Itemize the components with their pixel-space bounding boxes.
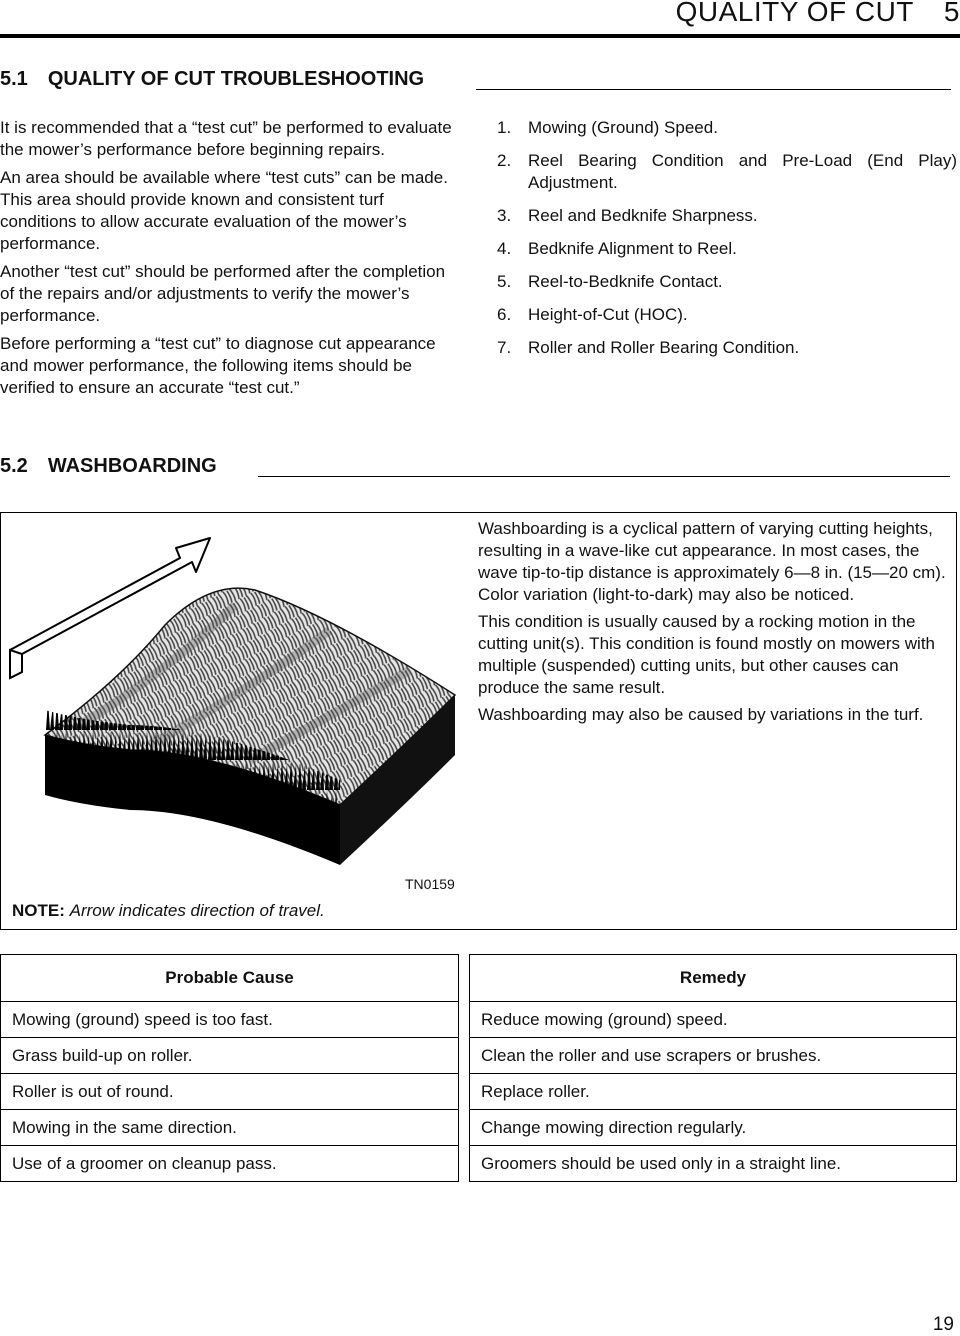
paragraph: This condition is usually caused by a rocking motion in the cutting unit(s). This condition is found mostly on mowers with multiple (suspended) cutting units, but other causes can produce the same result. bbox=[478, 612, 935, 697]
list-item bbox=[497, 304, 957, 326]
paragraph: Washboarding is a cyclical pattern of varying cutting heights, resulting in a wave-like cut appearance. In most cases, the wave tip-to-tip distance is approximately 6—8 in. (15—20 cm). Color variation (light-to-dark) may also be noticed. bbox=[478, 519, 946, 604]
list-number: 5. bbox=[497, 272, 512, 291]
section-5-1-text bbox=[0, 117, 462, 405]
list-item bbox=[497, 150, 957, 194]
table-header-row bbox=[1, 955, 957, 1002]
list-text: Bedknife Alignment to Reel. bbox=[528, 239, 737, 258]
list-number: 1. bbox=[497, 118, 512, 137]
cause-cell: Grass build-up on roller. bbox=[1, 1038, 459, 1074]
list-text: Height-of-Cut (HOC). bbox=[528, 305, 688, 324]
paragraph: Before performing a “test cut” to diagnose cut appearance and mower performance, the following items should be verified to ensure an accurate “test cut.” bbox=[0, 334, 436, 397]
list-number: 4. bbox=[497, 239, 512, 258]
column-gap bbox=[459, 1038, 470, 1074]
header-title-block bbox=[676, 0, 960, 28]
verification-list bbox=[497, 117, 957, 370]
table-row bbox=[1, 1110, 957, 1146]
list-item bbox=[497, 205, 957, 227]
remedy-cell: Groomers should be used only in a straight line. bbox=[470, 1146, 957, 1182]
page-number: 19 bbox=[932, 1314, 954, 1335]
washboarding-description bbox=[478, 518, 948, 731]
cause-cell: Mowing (ground) speed is too fast. bbox=[1, 1002, 459, 1038]
table-row bbox=[1, 1002, 957, 1038]
list-item bbox=[497, 238, 957, 260]
paragraph: An area should be available where “test cuts” can be made. This area should provide known and consistent turf conditions to allow accurate evaluation of the mower’s performance. bbox=[0, 168, 448, 253]
section-title: QUALITY OF CUT TROUBLESHOOTING bbox=[47, 68, 425, 90]
column-gap bbox=[459, 1074, 470, 1110]
list-item bbox=[497, 271, 957, 293]
list-text: Reel and Bedknife Sharpness. bbox=[528, 206, 758, 225]
washboarding-illustration bbox=[0, 520, 470, 900]
table-row bbox=[1, 1146, 957, 1182]
section-number: 5.1 bbox=[0, 68, 28, 90]
column-header-cause: Probable Cause bbox=[1, 955, 459, 1002]
direction-arrow-side bbox=[10, 650, 22, 678]
remedy-cell: Change mowing direction regularly. bbox=[470, 1110, 957, 1146]
list-text: Roller and Roller Bearing Condition. bbox=[528, 338, 800, 357]
list-number: 7. bbox=[497, 338, 512, 357]
troubleshooting-table bbox=[0, 954, 957, 1182]
column-gap bbox=[459, 955, 470, 1002]
section-title: WASHBOARDING bbox=[47, 455, 217, 477]
list-item bbox=[497, 337, 957, 359]
figure-note bbox=[12, 901, 325, 921]
list-number: 3. bbox=[497, 206, 512, 225]
section-rule bbox=[476, 89, 951, 90]
section-5-1-heading bbox=[0, 68, 424, 91]
header-title: QUALITY OF CUT bbox=[675, 0, 914, 27]
remedy-cell: Reduce mowing (ground) speed. bbox=[470, 1002, 957, 1038]
list-item bbox=[497, 117, 957, 139]
paragraph: It is recommended that a “test cut” be performed to evaluate the mower’s performance before beginning repairs. bbox=[0, 118, 452, 159]
list-text: Reel-to-Bedknife Contact. bbox=[528, 272, 723, 291]
note-label: NOTE: bbox=[12, 901, 65, 920]
note-text: Arrow indicates direction of travel. bbox=[69, 901, 325, 920]
column-gap bbox=[459, 1146, 470, 1182]
section-rule bbox=[258, 476, 950, 477]
column-gap bbox=[459, 1002, 470, 1038]
table-row bbox=[1, 1038, 957, 1074]
list-number: 2. bbox=[497, 151, 512, 170]
remedy-cell: Clean the roller and use scrapers or brushes. bbox=[470, 1038, 957, 1074]
column-gap bbox=[459, 1110, 470, 1146]
paragraph: Washboarding may also be caused by variations in the turf. bbox=[478, 705, 924, 724]
table-row bbox=[1, 1074, 957, 1110]
list-text: Reel Bearing Condition and Pre-Load (End Play) Adjustment. bbox=[528, 151, 957, 192]
cause-cell: Roller is out of round. bbox=[1, 1074, 459, 1110]
cause-cell: Use of a groomer on cleanup pass. bbox=[1, 1146, 459, 1182]
list-number: 6. bbox=[497, 305, 512, 324]
remedy-cell: Replace roller. bbox=[470, 1074, 957, 1110]
figure-id: TN0159 bbox=[405, 876, 455, 892]
column-header-remedy: Remedy bbox=[470, 955, 957, 1002]
list-text: Mowing (Ground) Speed. bbox=[528, 118, 718, 137]
paragraph: Another “test cut” should be performed after the completion of the repairs and/or adjustments to verify the mower’s performance. bbox=[0, 262, 446, 325]
section-5-2-heading bbox=[0, 455, 217, 478]
cause-cell: Mowing in the same direction. bbox=[1, 1110, 459, 1146]
header-chapter-number: 5 bbox=[943, 0, 960, 27]
page-header bbox=[0, 0, 960, 38]
section-number: 5.2 bbox=[0, 455, 28, 477]
